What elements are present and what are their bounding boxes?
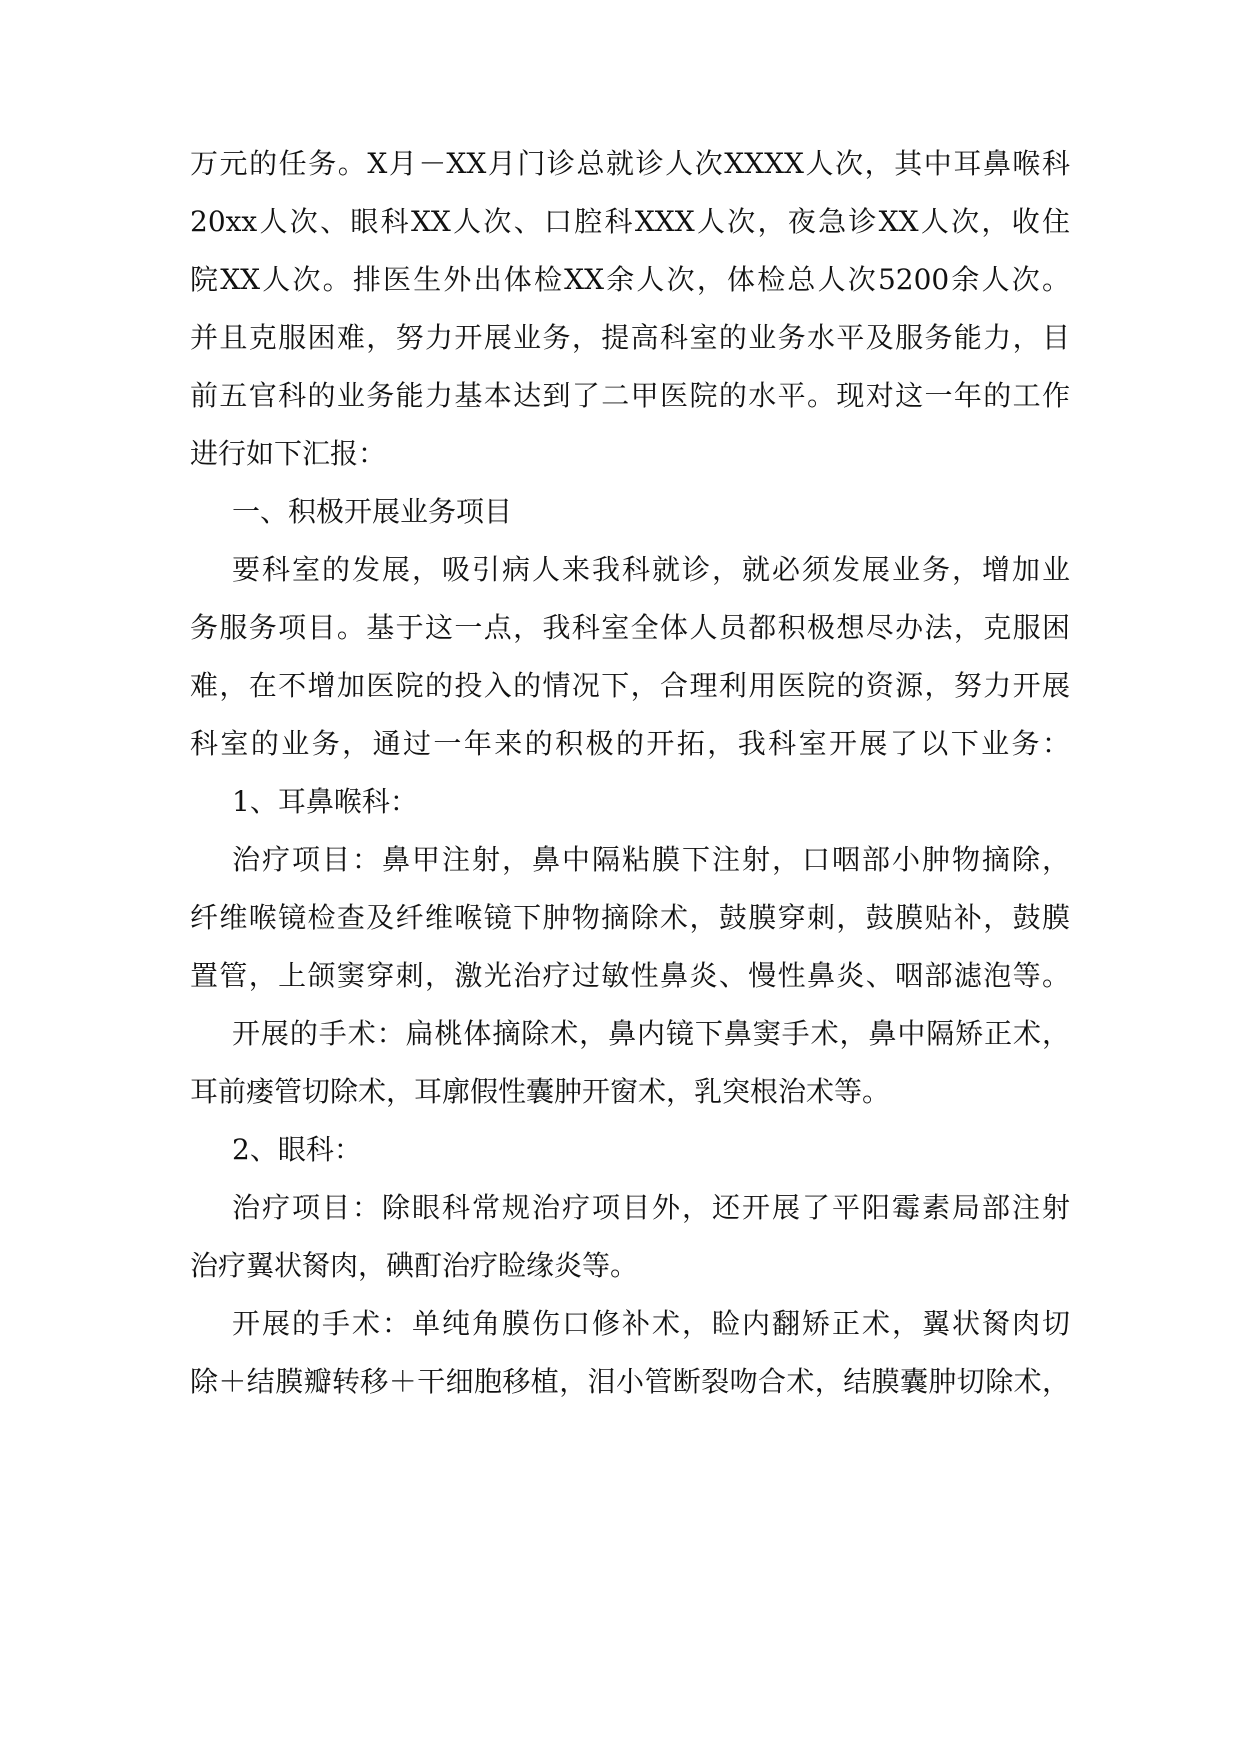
text-line-2: 20xx人次、眼科XX人次、口腔科XXX人次，夜急诊XX人次，收住 <box>190 205 1070 238</box>
text-line-9: 务服务项目。基于这一点，我科室全体人员都积极想尽办法，克服困 <box>190 611 1070 644</box>
text-line-16: 开展的手术：扁桃体摘除术，鼻内镜下鼻窦手术，鼻中隔矫正术， <box>232 1017 1070 1050</box>
text-line-4: 并且克服困难，努力开展业务，提高科室的业务水平及服务能力，目 <box>190 321 1070 354</box>
subsection-heading-ent: 1、耳鼻喉科： <box>232 785 418 818</box>
text-line-19: 治疗项目：除眼科常规治疗项目外，还开展了平阳霉素局部注射 <box>232 1191 1070 1224</box>
text-line-15: 置管，上颌窦穿刺，激光治疗过敏性鼻炎、慢性鼻炎、咽部滤泡等。 <box>190 959 1070 992</box>
text-line-11: 科室的业务，通过一年来的积极的开拓，我科室开展了以下业务： <box>190 727 1070 760</box>
text-line-8: 要科室的发展，吸引病人来我科就诊，就必须发展业务，增加业 <box>232 553 1070 586</box>
text-line-6: 进行如下汇报： <box>190 437 387 470</box>
text-line-14: 纤维喉镜检查及纤维喉镜下肿物摘除术，鼓膜穿刺，鼓膜贴补，鼓膜 <box>190 901 1070 934</box>
text-line-1: 万元的任务。X月－XX月门诊总就诊人次XXXX人次，其中耳鼻喉科 <box>190 147 1070 180</box>
text-line-10: 难，在不增加医院的投入的情况下，合理利用医院的资源，努力开展 <box>190 669 1070 702</box>
text-line-13: 治疗项目：鼻甲注射，鼻中隔粘膜下注射，口咽部小肿物摘除， <box>232 843 1070 876</box>
text-line-5: 前五官科的业务能力基本达到了二甲医院的水平。现对这一年的工作 <box>190 379 1070 412</box>
text-line-17: 耳前瘘管切除术，耳廓假性囊肿开窗术，乳突根治术等。 <box>190 1075 891 1108</box>
text-line-21: 开展的手术：单纯角膜伤口修补术，睑内翻矫正术，翼状胬肉切 <box>232 1307 1070 1340</box>
section-heading: 一、积极开展业务项目 <box>232 495 513 528</box>
subsection-heading-eye: 2、眼科： <box>232 1133 362 1166</box>
text-line-22: 除＋结膜瓣转移＋干细胞移植，泪小管断裂吻合术，结膜囊肿切除术， <box>190 1365 1070 1398</box>
text-line-20: 治疗翼状胬肉，碘酊治疗睑缘炎等。 <box>190 1249 639 1282</box>
text-line-3: 院XX人次。排医生外出体检XX余人次，体检总人次5200余人次。 <box>190 263 1070 296</box>
